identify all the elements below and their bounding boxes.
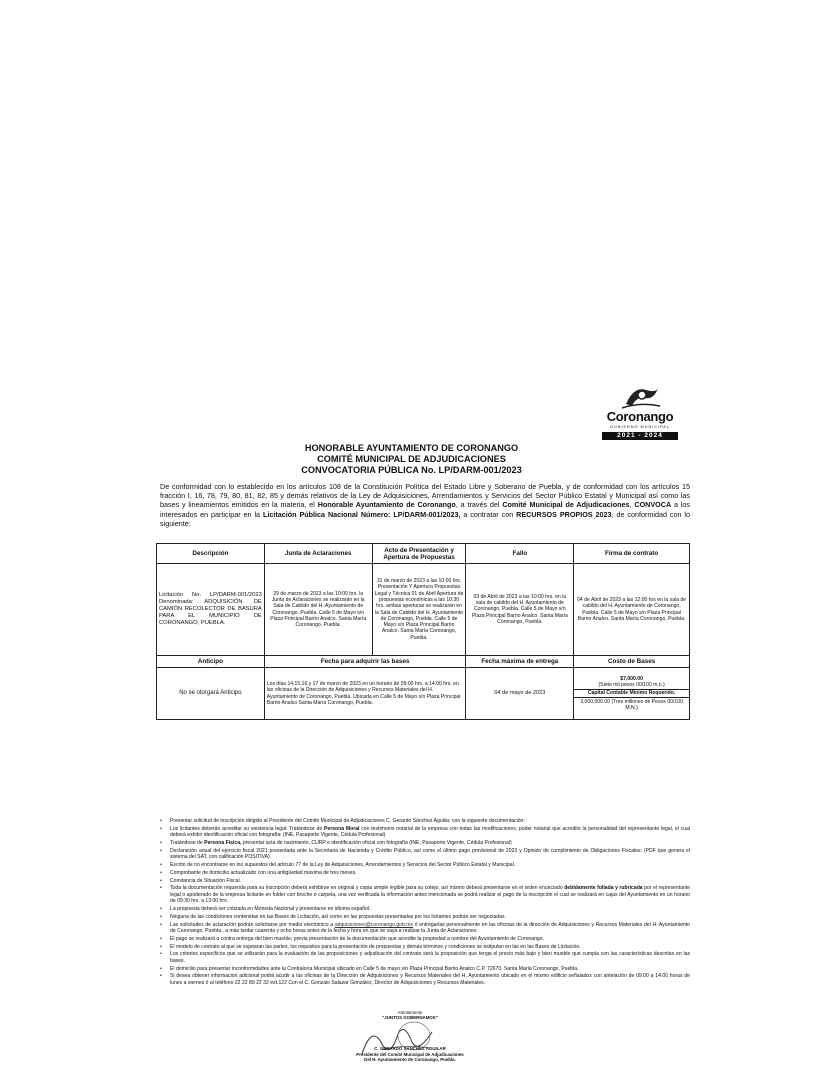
cell-costo xyxy=(574,668,690,720)
cell-fecha-entrega: 04 de mayo de 2023 xyxy=(466,668,574,720)
list-item: • Ninguna de las condiciones contenidas en las Bases de Licitación, así como en las propuestas presentadas por los licitantes podrán ser negociadas. xyxy=(160,914,690,920)
intro-paragraph: De conformidad con lo establecido en los artículos 108 de la Constitución Política del Estado Libre y Soberano de Puebla, y de conformidad con los artículos 15 fracción I, 16, 78, 79, 80, 81, 82, 85 y demás relativos de la Ley de Adquisiciones, Arrendamientos y Servicios del Sector Público Estatal y Municipal así como las bases y lineamientos emitidos en la materia, el Honorable Ayuntamiento de Coronango, a través del Comité Municipal de Adjudicaciones, CONVOCA a los interesados en participar en la Licitación Pública Nacional Número: LP/DARM-001/2023, a contratar con RECURSOS PROPIOS 2023, de conformidad con lo siguiente: xyxy=(160,482,691,528)
header-descripcion: Descripción xyxy=(157,544,265,564)
list-item: • Si desea obtener información adicional podrá acudir a las oficinas de la Dirección de Adquisiciones y Recursos Materiales del H. Ayuntamiento ubicado en el mismo edificio señalados con antelación de 09:00 a 14:00 horas de lunes a viernes ó al teléfono 22 22 89 22 32 ext.122 Con el C. Gonzalo Salazar González, Director de Adquisiciones y Recursos Materiales. xyxy=(160,973,690,986)
cell-firma: 04 de Abril de 2023 a las 12:00 hrs en la sala de cabildo del H. Ayuntamiento de Coronango, Puebla. Calle 5 de Mayo s/n Plaza Principal Barrio Analco. Santa María Coronango, Puebla. xyxy=(574,564,690,656)
cell-fecha-bases: Los días 14,15,16 y 17 de marzo de 2023 en un horario de 09:00 hrs. a 14:00 hrs. en las oficinas de la Dirección de Adquisiciones y Recursos Materiales del H. Ayuntamiento de Coronango, Puebla. Ubicada en Calle 5 de Mayo s/n Plaza Principal Barrio Analco Santa María Coronango, Puebla. xyxy=(264,668,466,720)
cell-junta: 29 de marzo de 2023 a las 10:00 hrs. la Junta de Aclaraciones se realizarán en la Sala de Cabildo del H. Ayuntamiento de Coronango, Puebla. Calle 5 de Mayo s/n Plaza Principal Barrio Analco. Santa María Coronango, Puebla. xyxy=(264,564,372,656)
signature-role-2: Del H. Ayuntamiento de Coronango, Puebla. xyxy=(364,1056,456,1062)
signature-motto: "JUNTOS GOBERNAMOS" xyxy=(382,1015,438,1021)
list-item: • El modelo de contrato al que se sujetaran las partes, los requisitos para la presentación de propuestas y demás términos y condiciones se estipulan en las en las Bases de Licitación. xyxy=(160,944,690,950)
logo-name: Coronango xyxy=(606,409,674,424)
heading-line-3: CONVOCATORIA PÚBLICA No. LP/DARM-001/2023 xyxy=(301,465,522,475)
header-fecha-entrega: Fecha máxima de entrega xyxy=(466,656,574,668)
list-item: • Presentar solicitud de inscripción dirigido al Presidente del Comité Municipal de Adjudicaciones C. Gerardo Sánchez Aguilar, con la siguiente documentación: xyxy=(160,818,690,824)
list-item: • Constancia de Situación Fiscal. xyxy=(160,878,690,884)
coronango-logo xyxy=(590,384,690,446)
costo-letra: (Siete mil pesos 00/100 m.n.) xyxy=(598,682,665,689)
signature-role-1: Presidente del Comité Municipal de Adjudicaciones xyxy=(356,1051,464,1057)
header-fallo: Fallo xyxy=(466,544,574,564)
capital-label: Capital Contable Mínimo Requerido. xyxy=(574,689,689,697)
list-item: • Tratándose de Persona Física, presentar acta de nacimiento, CURP e identificación oficial con fotografía (INE, Pasaporte Vigente, Cédula Profesional) xyxy=(160,840,690,846)
list-item: • Toda la documentación requerida para su inscripción deberá exhibirse en original y copia simple legible para su cotejo, así mismo deberá presentarse en el orden enunciado debidamente foliada y rubricada por el representante legal o apoderado de la empresa licitante en folder con broche o carpeta, una vez verificada la información antes mencionada se podrá realizar el pago de la inscripción el cual se realizará en cajas del Ayuntamiento en un horario de 09:30 hrs. a 13:00 hrs. xyxy=(160,885,690,904)
coronango-emblem-icon xyxy=(620,384,662,410)
capital-monto: 3,000,000.00 (Tres millones de Pesos 00/100 M.N.) xyxy=(580,698,683,711)
header-acto: Acto de Presentación y Apertura de Propuestas xyxy=(372,544,466,564)
header-costo: Costo de Bases xyxy=(574,656,690,668)
list-item: • Los licitantes deberán acreditar su existencia legal: Tratándose de Persona Moral con testimonio notarial de la empresa con todas las modificaciones, poder notarial que acredite la personalidad del representante legal, el cual deberá exhibir identificación oficial con fotografía: (INE, Pasaporte Vigente, Cédula Profesional) xyxy=(160,826,690,839)
heading-line-2: COMITÉ MUNICIPAL DE ADJUDICACIONES xyxy=(317,454,506,464)
header-fecha-bases: Fecha para adquirir las bases xyxy=(264,656,466,668)
signature-name: C. GERARDO SÁNCHEZ AGUILAR xyxy=(374,1046,446,1052)
cell-anticipo: No se otorgará Anticipo xyxy=(157,668,265,720)
list-item: • Comprobante de domicilio actualizado con una antigüedad máxima de tres meses. xyxy=(160,870,690,876)
heading-line-1: HONORABLE AYUNTAMIENTO DE CORONANGO xyxy=(304,443,519,453)
convocatoria-table xyxy=(156,543,690,720)
list-item: • Las solicitudes de aclaración podrán solicitarse por medio electrónico a adquisiciones@coronango.gob.mx ó entregarlas personalmente en las oficinas de la dirección de Adquisiciones y Recursos Materiales del H. Ayuntamiento de Coronango, Puebla., a más tardar cuarenta y ocho horas antes de la fecha y hora en que se vaya a realizar la Junta de Aclaraciones. xyxy=(160,922,690,935)
cell-acto: 31 de marzo de 2023 a las 10:00 hrs. Presentación Y Apertura Propuestas Legal y Técnica 01 de Abril Apertura de propuestas económicas a las 10:30 hrs. ambas aperturas se realizarán en la Sala de Cabildo del H. Ayuntamiento de Coronango, Puebla. Calle 5 de Mayo s/n Plaza Principal Barrio Analco. Santa María Coronango, Puebla. xyxy=(372,564,466,656)
header-firma: Firma de contrato xyxy=(574,544,690,564)
requirements-list xyxy=(160,818,690,988)
cell-descripcion: Licitación No. LP/DARM-001/2023 Denominada: ADQUISICIÓN DE CAMIÓN RECOLECTOR DE BASURA PARA EL MUNICIPIO DE CORONANGO, PUEBLA. xyxy=(157,564,265,656)
logo-gov: GOBIERNO MUNICIPAL xyxy=(610,425,670,429)
logo-years: 2021 - 2024 xyxy=(602,432,678,440)
signature-closing: Atentamente xyxy=(397,1010,423,1015)
list-item: • Escrito de no encontrarse en los supuestos del artículo 77 de la Ley de Adquisiciones, Arrendamientos y Servicios del Sector Público Estatal y Municipal. xyxy=(160,862,690,868)
cell-fallo: 03 de Abril de 2023 a las 10:00 hrs. en la sala de cabildo del H. Ayuntamiento de Coronango, Puebla. Calle 5 de Mayo s/n Plaza Principal Barrio Analco. Santa María Coronango, Puebla. xyxy=(466,564,574,656)
signature-block xyxy=(320,1010,500,1062)
list-item: • Declaración anual del ejercicio fiscal 2021 presentada ante la Secretaria de Hacienda y Crédito Público, así como el último pago provisional de 2023 y Opinión de cumplimiento de Obligaciones Fiscales: (PDF que genera el sistema del SAT, con calificación POSITIVA). xyxy=(160,848,690,861)
list-item: • El pago se realizará a contra entrega del bien mueble, previa presentación de la documentación que acredite la propiedad a nombre del Ayuntamiento de Coronango. xyxy=(160,936,690,942)
email-link[interactable]: adquisiciones@coronango.gob.mx xyxy=(334,921,414,928)
list-item: • El domicilio para presentar inconformidades ante la Contraloría Municipal ubicado en Calle 5 de mayo s/n Plaza Principal Barrio Analco C.P. 72670, Santa María Coronango, Puebla. xyxy=(160,966,690,972)
costo-monto: $7,000.00 xyxy=(620,675,643,682)
header-anticipo: Anticipo xyxy=(157,656,265,668)
list-item: • La propuesta deberá ser cotizada en Moneda Nacional y presentarse en idioma español. xyxy=(160,906,690,912)
header-junta: Junta de Aclaraciones xyxy=(264,544,372,564)
list-item: • Los criterios específicos que se utilizarán para la evaluación de las proposiciones y adjudicación del contrato será la proposición que tenga el precio más bajo y bien mueble que cumpla con las características descritas en las bases. xyxy=(160,951,690,964)
